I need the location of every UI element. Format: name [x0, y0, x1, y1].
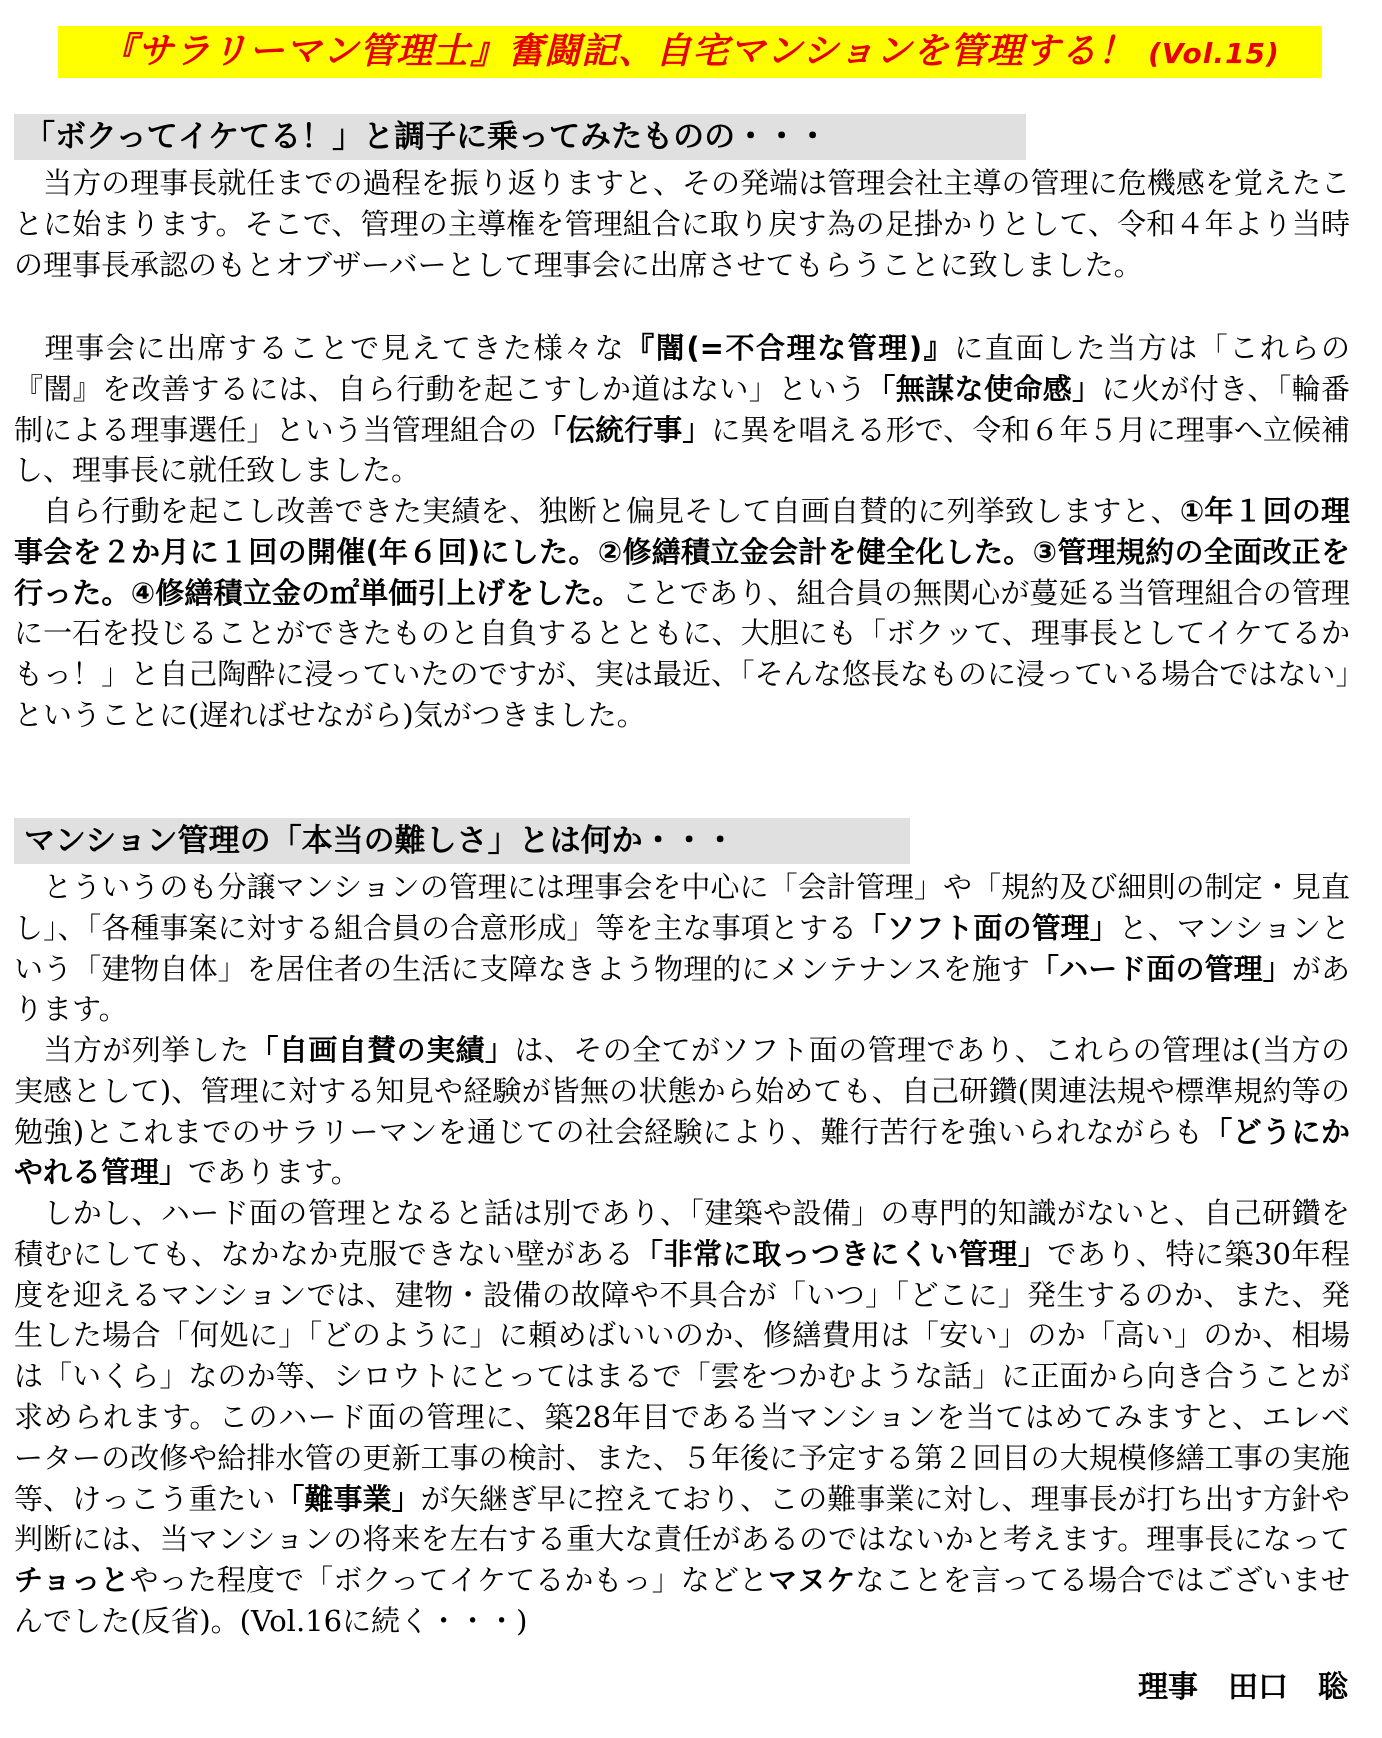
- page-title: [58, 30, 1322, 76]
- author-signature: 理事 田口 聡: [1138, 1670, 1348, 1705]
- section-heading-1: 「ボクってイケてる！」と調子に乗ってみたものの・・・: [14, 114, 1026, 160]
- title-volume: (Vol.15): [1148, 37, 1280, 70]
- paragraph-1: 当方の理事長就任までの過程を振り返りますと、その発端は管理会社主導の管理に危機感を覚えたことに始まります。そこで、管理の主導権を管理組合に取り戻す為の足掛かりとして、令和４年より当時の理事長承認のもとオブザーバーとして理事会に出席させてもらうことに致しました。: [14, 166, 1350, 282]
- paragraph-3: 自ら行動を起こし改善できた実績を、独断と偏見そして自画自賛的に列挙致しますと、①年１回の理事会を２か月に１回の開催(年６回)にした。②修繕積立金会計を健全化した。③管理規約の全面改正を行った。④修繕積立金の㎡単価引上げをした。ことであり、組合員の無関心が蔓延る当管理組合の管理に一石を投じることができたものと自負するとともに、大胆にも「ボクッて、理事長としてイケてるかもっ！」と自己陶酔に浸っていたのですが、実は最近、「そんな悠長なものに浸っている場合ではない」ということに(遅ればせながら)気がつきました。: [14, 494, 1350, 732]
- section-heading-2: マンション管理の「本当の難しさ」とは何か・・・: [14, 818, 910, 864]
- paragraph-5: 当方が列挙した「自画自賛の実績」は、その全てがソフト面の管理であり、これらの管理は(当方の実感として)、管理に対する知見や経験が皆無の状態から始めても、自己研鑽(関連法規や標準規約等の勉強)とこれまでのサラリーマンを通じての社会経験により、難行苦行を強いられながらも「どうにかやれる管理」であります。: [14, 1033, 1350, 1190]
- title-main: 『サラリーマン管理士』奮闘記、自宅マンションを管理する！: [100, 31, 1135, 72]
- paragraph-6: しかし、ハード面の管理となると話は別であり、「建築や設備」の専門的知識がないと、自己研鑽を積むにしても、なかなか克服できない壁がある「非常に取っつきにくい管理」であり、特に築30年程度を迎えるマンションでは、建物・設備の故障や不具合が「いつ」「どこに」発生するのか、また、発生した場合「何処に」「どのように」に頼めばいいのか、修繕費用は「安い」のか「高い」のか、相場は「いくら」なのか等、シロウトにとってはまるで「雲をつかむような話」に正面から向き合うことが求められます。このハード面の管理に、築28年目である当マンションを当てはめてみますと、エレベーターの改修や給排水管の更新工事の検討、また、５年後に予定する第２回目の大規模修繕工事の実施等、けっこう重たい「難事業」が矢継ぎ早に控えており、この難事業に対し、理事長が打ち出す方針や判断には、当マンションの将来を左右する重大な責任があるのではないかと考えます。理事長になってチョっとやった程度で「ボクってイケてるかもっ」などとマヌケなことを言ってる場合ではございませんでした(反省)。(Vol.16に続く・・・): [14, 1196, 1350, 1638]
- paragraph-2: 理事会に出席することで見えてきた様々な『闇(=不合理な管理)』に直面した当方は「これらの『闇』を改善するには、自ら行動を起こすしか道はない」という「無謀な使命感」に火が付き、「輪番制による理事選任」という当管理組合の「伝統行事」に異を唱える形で、令和６年５月に理事へ立候補し、理事長に就任致しました。: [14, 331, 1350, 488]
- paragraph-4: とういうのも分譲マンションの管理には理事会を中心に「会計管理」や「規約及び細則の制定・見直し」、「各種事案に対する組合員の合意形成」等を主な事項とする「ソフト面の管理」と、マンションという「建物自体」を居住者の生活に支障なきよう物理的にメンテナンスを施す「ハード面の管理」があります。: [14, 870, 1350, 1027]
- title-banner: [58, 26, 1322, 78]
